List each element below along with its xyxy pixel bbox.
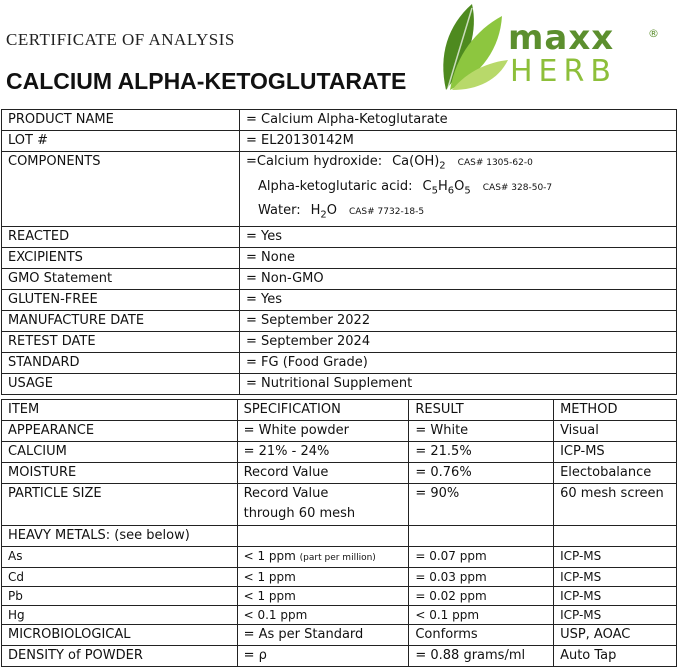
spec-item: MOISTURE xyxy=(2,463,238,484)
spec-item: PARTICLE SIZE xyxy=(2,484,238,526)
info-key: EXCIPIENTS xyxy=(2,247,240,268)
metal-result: = 0.03 ppm xyxy=(409,568,554,587)
component-name: Water: xyxy=(258,203,301,219)
spec-result: = 90% xyxy=(409,484,554,526)
info-key: COMPONENTS xyxy=(2,152,240,227)
spec-row xyxy=(2,421,677,442)
component-formula: $H_2O$ xyxy=(310,203,337,221)
component-line xyxy=(246,201,670,226)
metal-method: ICP-MS xyxy=(554,568,677,587)
spec-method: Visual xyxy=(554,421,677,442)
info-row xyxy=(2,110,677,131)
info-value: = Nutritional Supplement xyxy=(240,373,677,394)
spec-header-row xyxy=(2,400,677,421)
info-key: GMO Statement xyxy=(2,268,240,289)
metal-method: ICP-MS xyxy=(554,547,677,568)
info-row xyxy=(2,131,677,152)
info-value: = September 2022 xyxy=(240,310,677,331)
info-row xyxy=(2,352,677,373)
info-key: PRODUCT NAME xyxy=(2,110,240,131)
spec-specification: = ρ xyxy=(237,646,409,667)
spec-item: APPEARANCE xyxy=(2,421,238,442)
spec-row xyxy=(2,463,677,484)
component-prefix: = xyxy=(246,154,257,169)
info-value: = EL20130142M xyxy=(240,131,677,152)
spec-specification: = 21% - 24% xyxy=(237,442,409,463)
product-title: CALCIUM ALPHA-KETOGLUTARATE xyxy=(6,68,407,94)
heavy-metals-label: HEAVY METALS: (see below) xyxy=(2,526,238,547)
logo-word-herb: HERB xyxy=(510,54,617,89)
info-value: = FG (Food Grade) xyxy=(240,352,677,373)
spec-row xyxy=(2,625,677,646)
component-formula: $C_5H_6O_5$ xyxy=(422,178,471,197)
info-row xyxy=(2,310,677,331)
info-row xyxy=(2,331,677,352)
component-cas: CAS# 1305-62-0 xyxy=(457,158,533,168)
spec-method: Electobalance xyxy=(554,463,677,484)
spec-method: Auto Tap xyxy=(554,646,677,667)
component-line xyxy=(246,177,670,202)
component-cas: CAS# 328-50-7 xyxy=(482,182,553,193)
metal-result: < 0.1 ppm xyxy=(409,606,554,625)
info-key: GLUTEN-FREE xyxy=(2,289,240,310)
info-value: = Non-GMO xyxy=(240,268,677,289)
certificate-title: CERTIFICATE OF ANALYSIS xyxy=(6,30,235,49)
logo-registered-mark: ® xyxy=(648,27,659,40)
info-row xyxy=(2,247,677,268)
metal-item: Pb xyxy=(2,587,238,606)
info-key: STANDARD xyxy=(2,352,240,373)
metal-row xyxy=(2,606,677,625)
spec-result: = 0.76% xyxy=(409,463,554,484)
heavy-metals-row xyxy=(2,526,677,547)
spec-row xyxy=(2,442,677,463)
metal-row xyxy=(2,587,677,606)
spec-row xyxy=(2,646,677,667)
metal-specification: < 1 ppm xyxy=(237,568,409,587)
components-list xyxy=(240,152,677,227)
spec-item: CALCIUM xyxy=(2,442,238,463)
component-cas: CAS# 7732-18-5 xyxy=(348,207,425,218)
spec-method: USP, AOAC xyxy=(554,625,677,646)
info-key: REACTED xyxy=(2,226,240,247)
info-value: = None xyxy=(240,247,677,268)
metal-item: Hg xyxy=(2,606,238,625)
leaf-icon xyxy=(438,0,510,92)
metal-method: ICP-MS xyxy=(554,606,677,625)
spec-method: 60 mesh screen xyxy=(554,484,677,526)
info-row-components xyxy=(2,152,677,227)
component-name: Calcium hydroxide: xyxy=(256,154,383,169)
spec-specification: Record Value through 60 mesh xyxy=(237,484,409,526)
info-key: RETEST DATE xyxy=(2,331,240,352)
header-method: METHOD xyxy=(554,400,677,421)
metal-row xyxy=(2,547,677,568)
metal-result: = 0.07 ppm xyxy=(409,547,554,568)
spec-item: MICROBIOLOGICAL xyxy=(2,625,238,646)
spec-specification: = As per Standard xyxy=(237,625,409,646)
spec-specification: = White powder xyxy=(237,421,409,442)
info-row xyxy=(2,289,677,310)
info-row xyxy=(2,268,677,289)
component-line xyxy=(246,152,670,177)
spec-item: DENSITY of POWDER xyxy=(2,646,238,667)
component-name: Alpha-ketoglutaric acid: xyxy=(258,178,413,194)
header-item: ITEM xyxy=(2,400,238,421)
spec-result: = 0.88 grams/ml xyxy=(409,646,554,667)
info-row xyxy=(2,226,677,247)
spec-row xyxy=(2,484,677,526)
maxxherb-logo xyxy=(438,0,678,92)
logo-word-maxx: maxx xyxy=(508,18,615,58)
header-specification: SPECIFICATION xyxy=(237,400,409,421)
component-formula: $Ca(OH)_2$ xyxy=(392,154,446,172)
specification-table xyxy=(1,399,677,667)
info-row xyxy=(2,373,677,394)
info-value: = Yes xyxy=(240,226,677,247)
product-info-table xyxy=(1,109,677,395)
info-value: = Calcium Alpha-Ketoglutarate xyxy=(240,110,677,131)
metal-specification: < 1 ppm xyxy=(237,587,409,606)
header-result: RESULT xyxy=(409,400,554,421)
metal-specification: < 0.1 ppm xyxy=(237,606,409,625)
spec-result: = White xyxy=(409,421,554,442)
metal-item: Cd xyxy=(2,568,238,587)
spec-result: = 21.5% xyxy=(409,442,554,463)
info-value: = September 2024 xyxy=(240,331,677,352)
metal-item: As xyxy=(2,547,238,568)
metal-result: = 0.02 ppm xyxy=(409,587,554,606)
spec-result: Conforms xyxy=(409,625,554,646)
spec-method: ICP-MS xyxy=(554,442,677,463)
spec-specification: Record Value xyxy=(237,463,409,484)
info-key: MANUFACTURE DATE xyxy=(2,310,240,331)
info-value: = Yes xyxy=(240,289,677,310)
info-key: USAGE xyxy=(2,373,240,394)
metal-row xyxy=(2,568,677,587)
info-key: LOT # xyxy=(2,131,240,152)
metal-specification: < 1 ppm (part per million) xyxy=(237,547,409,568)
metal-method: ICP-MS xyxy=(554,587,677,606)
